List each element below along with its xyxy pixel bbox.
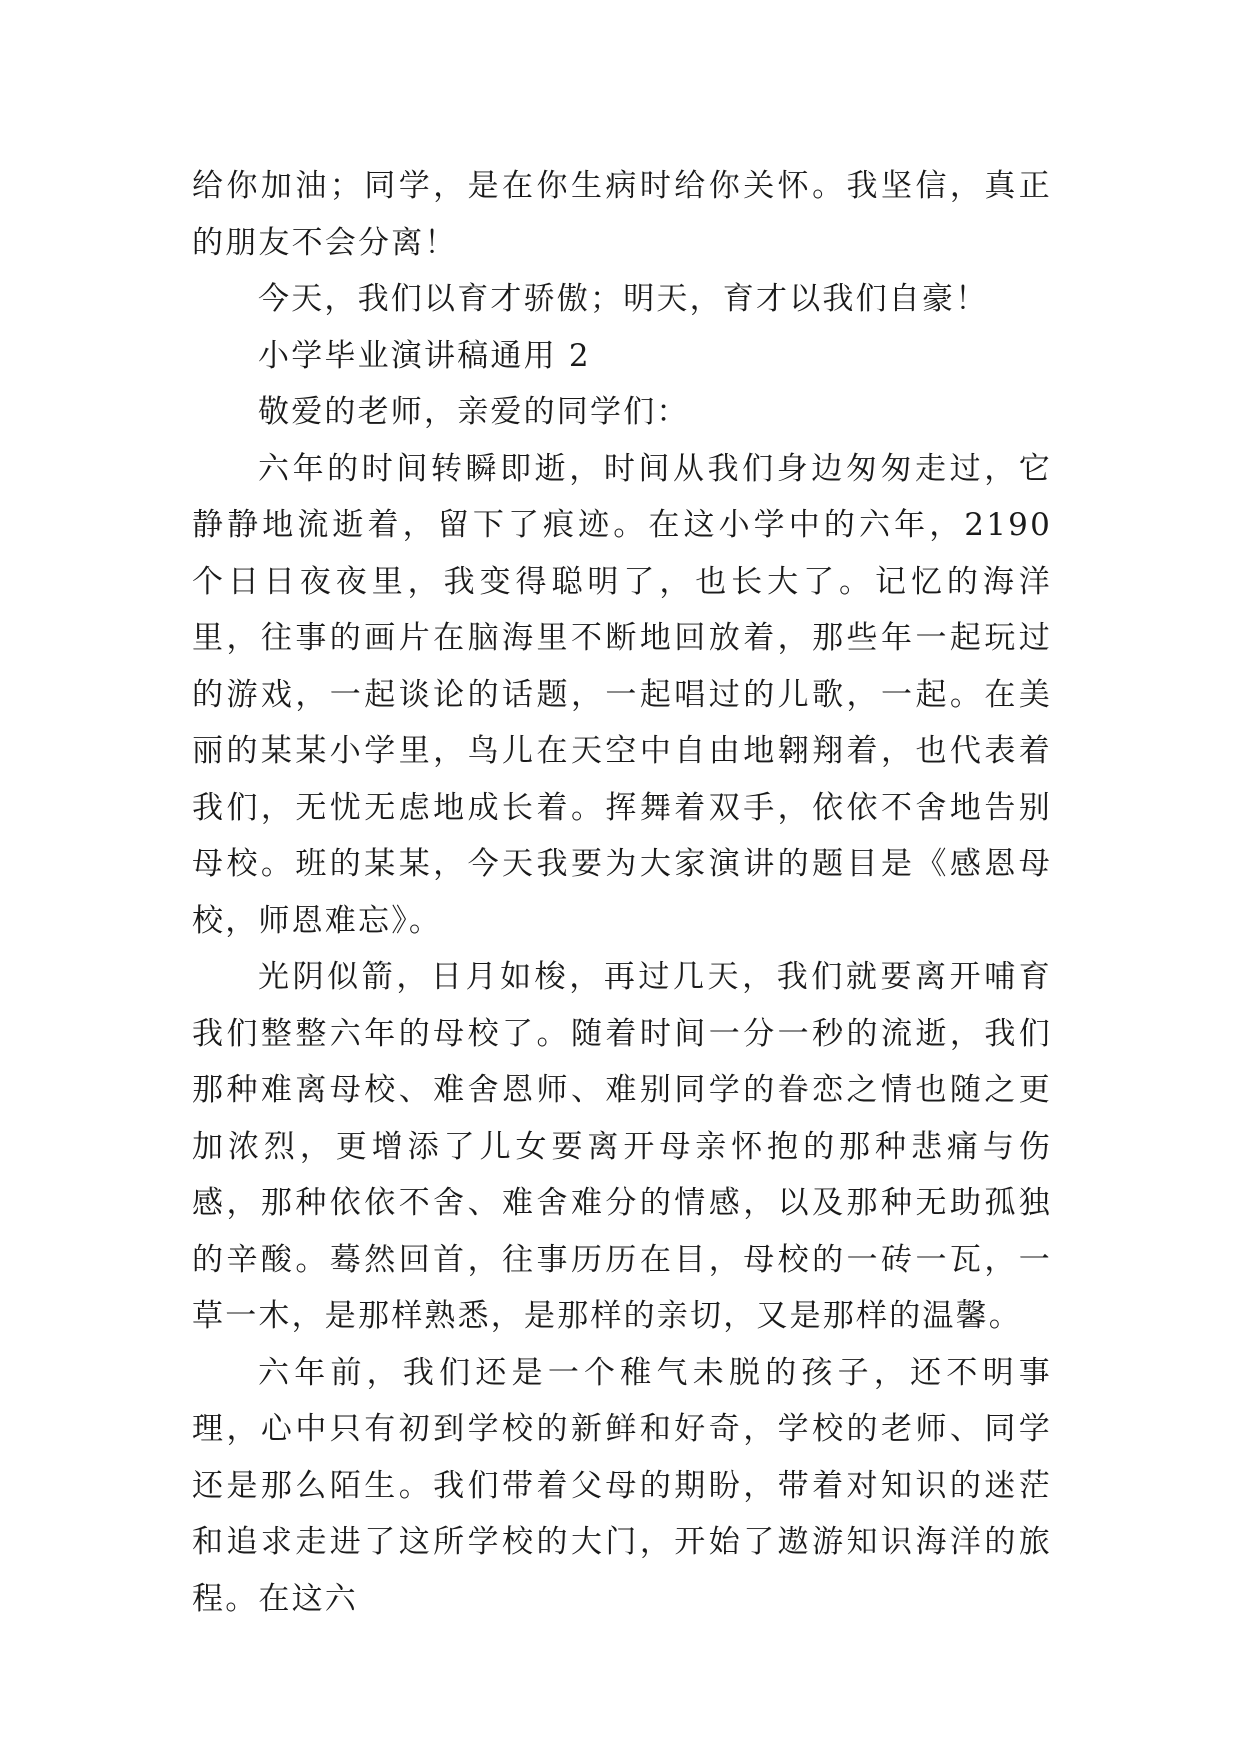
paragraph-six-years: 六年的时间转瞬即逝，时间从我们身边匆匆走过，它静静地流逝着，留下了痕迹。在这小学中的六年，2190 个日日夜夜里，我变得聪明了，也长大了。记忆的海洋里，往事的画片在脑海里不断地回放着，那些年一起玩过的游戏，一起谈论的话题，一起唱过的儿歌，一起。在美丽的某某小学里，鸟儿在天空中自由地翱翔着，也代表着我们，无忧无虑地成长着。挥舞着双手，依依不舍地告别母校。班的某某，今天我要为大家演讲的题目是《感恩母校，师恩难忘》。	[192, 450, 1052, 939]
paragraph-six-years-ago: 六年前，我们还是一个稚气未脱的孩子，还不明事理，心中只有初到学校的新鲜和好奇，学校的老师、同学还是那么陌生。我们带着父母的期盼，带着对知识的迷茫和追求走进了这所学校的大门，开始了遨游知识海洋的旅程。在这六	[192, 1354, 1052, 1617]
paragraph-time-flies: 光阴似箭，日月如梭，再过几天，我们就要离开哺育我们整整六年的母校了。随着时间一分一秒的流逝，我们那种难离母校、难舍恩师、难别同学的眷恋之情也随之更加浓烈，更增添了儿女要离开母亲怀抱的那种悲痛与伤感，那种依依不舍、难舍难分的情感，以及那种无助孤独的辛酸。蓦然回首，往事历历在目，母校的一砖一瓦，一草一木，是那样熟悉，是那样的亲切，又是那样的温馨。	[192, 959, 1052, 1334]
paragraph-slogan: 今天，我们以育才骄傲；明天，育才以我们自豪！	[258, 281, 989, 317]
section-heading: 小学毕业演讲稿通用 2	[258, 337, 591, 374]
paragraph-closing-friends: 给你加油；同学，是在你生病时给你关怀。我坚信，真正的朋友不会分离！	[192, 168, 1052, 261]
document-body	[192, 158, 1052, 1627]
salutation: 敬爱的老师，亲爱的同学们：	[258, 394, 690, 430]
